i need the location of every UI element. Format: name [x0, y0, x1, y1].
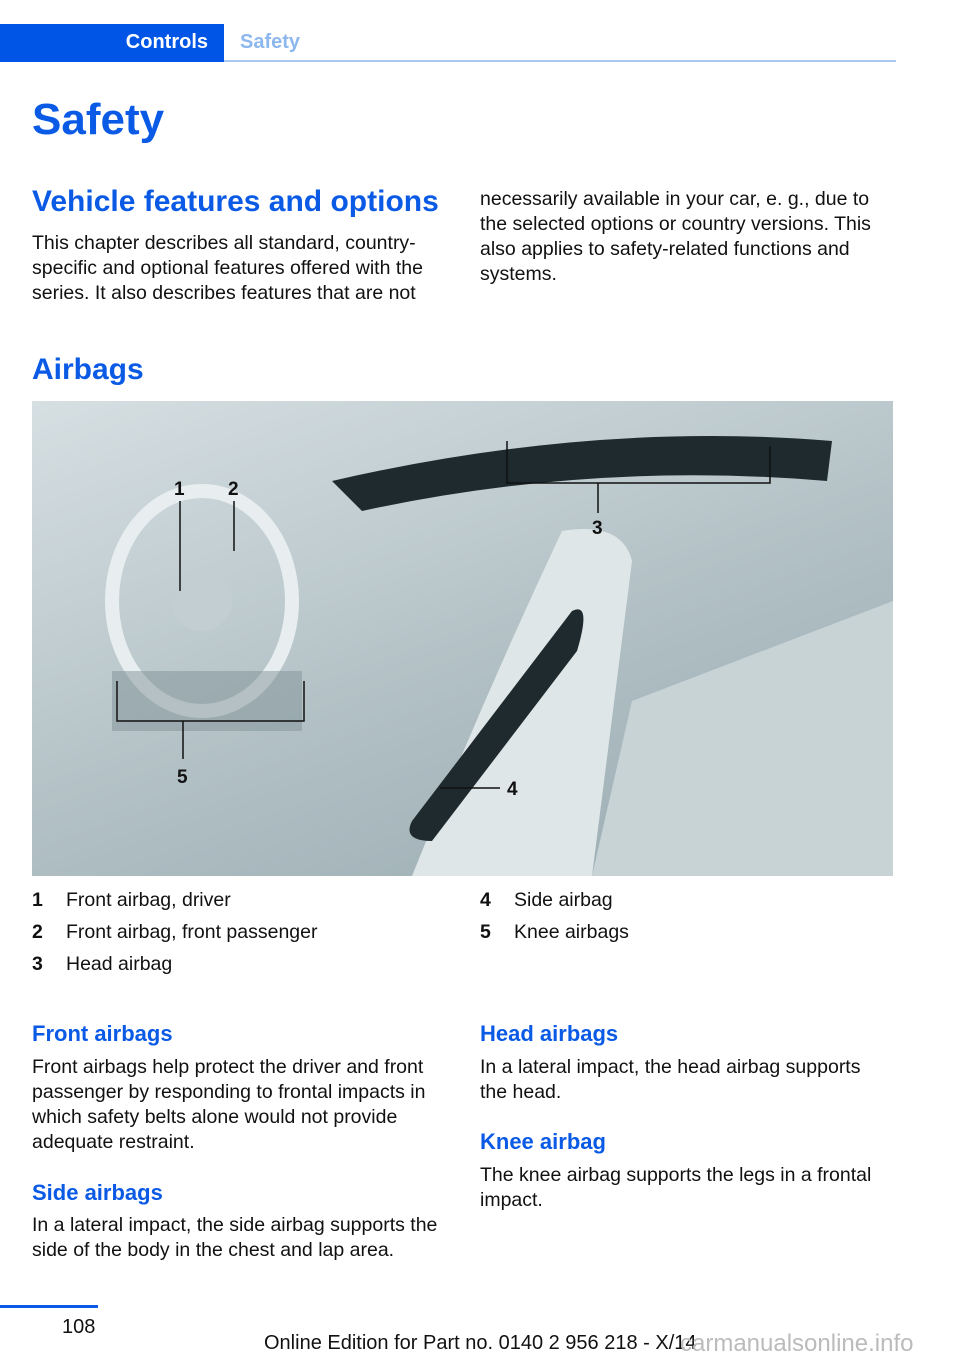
- header-divider: [224, 60, 896, 62]
- callout-4: 4: [507, 779, 518, 800]
- intro-text-right: necessarily available in your car, e. g., due to the selected options or country versions. This also applies to safety-related functions and systems.: [480, 188, 871, 285]
- legend-item: 1 Front airbag, driver: [32, 889, 231, 911]
- callout-5: 5: [177, 767, 188, 788]
- text-side-airbags: In a lateral impact, the side airbag supports the side of the body in the chest and lap area.: [32, 1214, 438, 1261]
- heading-knee-airbag: Knee airbag: [480, 1129, 606, 1154]
- callout-2: 2: [228, 479, 239, 500]
- watermark: carmanualsonline.info: [680, 1330, 914, 1357]
- heading-head-airbags: Head airbags: [480, 1021, 619, 1046]
- legend-item: 5 Knee airbags: [480, 921, 629, 943]
- tab-safety[interactable]: Safety: [240, 31, 301, 53]
- text-head-airbags: In a lateral impact, the head airbag supports the head.: [480, 1056, 861, 1103]
- airbag-illustration: [32, 401, 893, 876]
- edition-text: Online Edition for Part no. 0140 2 956 218 - X/14: [264, 1332, 697, 1354]
- section-heading-airbags: Airbags: [32, 353, 144, 386]
- text-front-airbags: Front airbags help protect the driver and front passenger by responding to frontal impacts in which safety belts alone would not provide adequate restraint.: [32, 1056, 426, 1153]
- section-heading-vehicle-features: Vehicle features and options: [32, 185, 439, 218]
- legend-item: 2 Front airbag, front passenger: [32, 921, 318, 943]
- legend-left: [32, 884, 317, 980]
- callout-3: 3: [592, 518, 603, 539]
- callout-1: 1: [174, 479, 185, 500]
- tab-controls[interactable]: Controls: [0, 24, 224, 62]
- footer-divider: [0, 1305, 98, 1308]
- heading-front-airbags: Front airbags: [32, 1021, 173, 1046]
- page-title: Safety: [32, 95, 165, 144]
- legend-item: 4 Side airbag: [480, 889, 613, 911]
- heading-side-airbags: Side airbags: [32, 1180, 163, 1205]
- text-knee-airbag: The knee airbag supports the legs in a frontal impact.: [480, 1164, 872, 1211]
- legend-item: 3 Head airbag: [32, 953, 173, 975]
- intro-text-left: This chapter describes all standard, country-specific and optional features offered with the series. It also describes features that are not: [32, 232, 423, 304]
- legend-right: [480, 884, 629, 948]
- page-number: 108: [62, 1316, 96, 1338]
